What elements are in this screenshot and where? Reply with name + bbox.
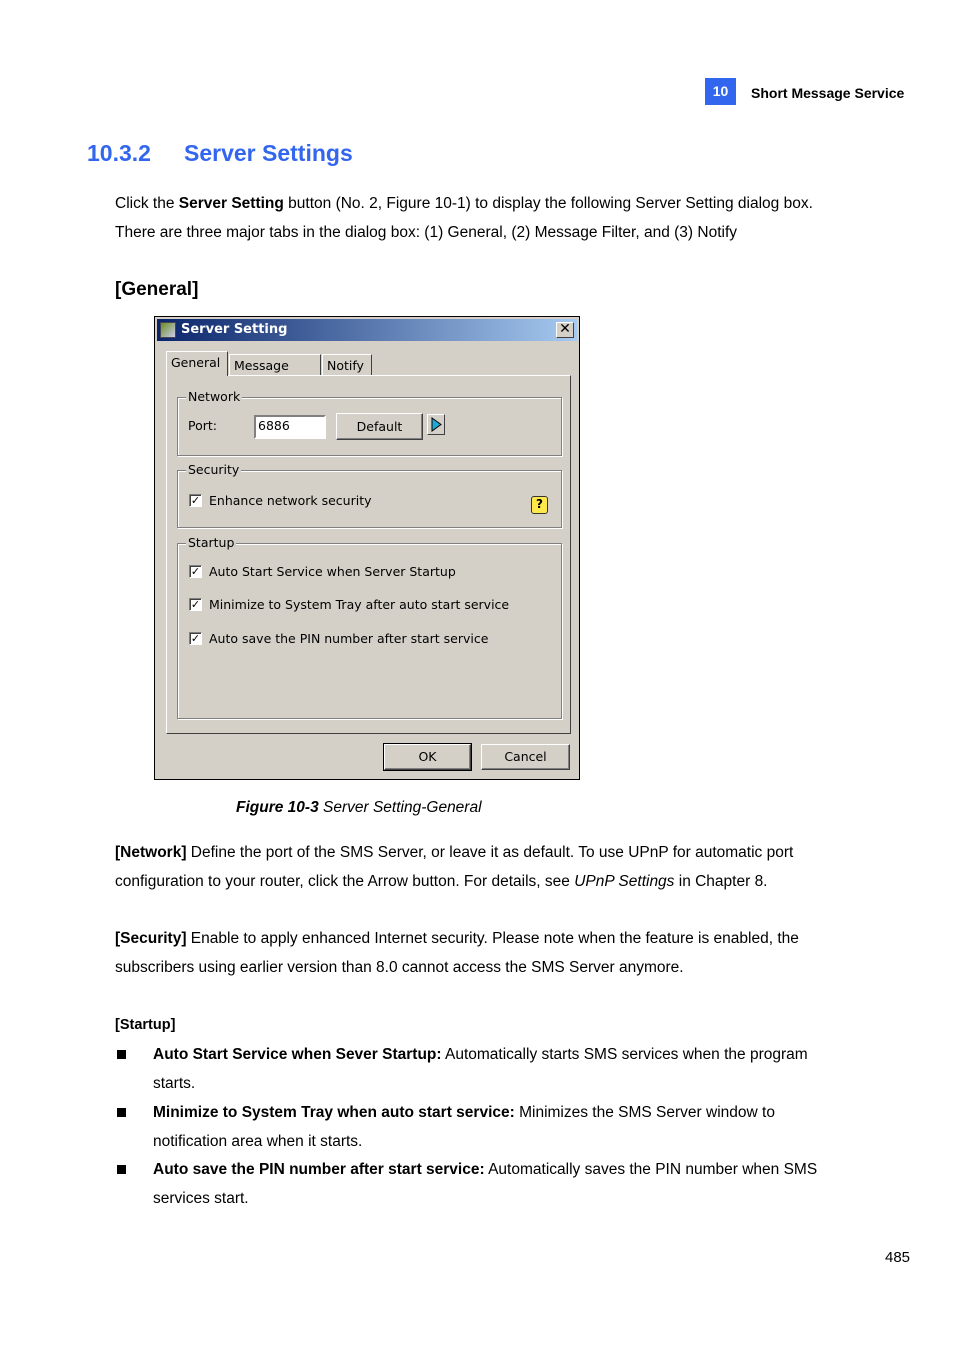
- security-group: [177, 462, 562, 528]
- upnp-settings-reference: UPnP Settings: [574, 873, 675, 890]
- bullet-bold: Auto save the PIN number after start service:: [153, 1161, 485, 1178]
- auto-start-checkbox[interactable]: ✓: [190, 565, 201, 578]
- security-legend: Security: [188, 462, 240, 477]
- bullet-item: [153, 1040, 853, 1098]
- section-number: 10.3.2: [87, 140, 151, 166]
- startup-heading: [Startup]: [115, 1017, 176, 1033]
- intro-text: Click the: [115, 195, 179, 212]
- chapter-number-badge: 10: [705, 78, 736, 105]
- startup-legend: Startup: [188, 535, 235, 550]
- cancel-button[interactable]: Cancel: [481, 744, 570, 770]
- enhance-security-checkbox[interactable]: ✓: [190, 494, 201, 507]
- bullet-text-line2: starts.: [153, 1075, 196, 1092]
- security-para-text: Enable to apply enhanced Internet security. Please note when the feature is enabled, the: [186, 930, 799, 947]
- help-icon[interactable]: ?: [531, 496, 548, 514]
- figure-caption-label: Figure 10-3: [236, 799, 319, 816]
- network-para-text3: in Chapter 8.: [674, 873, 768, 890]
- bullet-bold: Auto Start Service when Sever Startup:: [153, 1046, 442, 1063]
- tab-notify[interactable]: Notify: [322, 354, 372, 376]
- ok-button[interactable]: OK: [384, 744, 471, 770]
- tab-message-filter[interactable]: Message: [229, 354, 321, 376]
- network-group: [177, 389, 562, 456]
- auto-start-label: Auto Start Service when Server Startup: [209, 564, 456, 579]
- security-para-text2: subscribers using earlier version than 8.0 cannot access the SMS Server anymore.: [115, 959, 684, 976]
- port-input[interactable]: 6886: [254, 415, 326, 439]
- bullet-text-line2: notification area when it starts.: [153, 1133, 363, 1150]
- close-icon[interactable]: ✕: [556, 322, 574, 338]
- bullet-marker: [117, 1108, 126, 1117]
- bullet-text-line2: services start.: [153, 1190, 249, 1207]
- intro-text: button (No. 2, Figure 10-1) to display the following Server Setting dialog box.: [283, 195, 813, 212]
- bullet-text: Automatically saves the PIN number when SMS: [484, 1161, 818, 1178]
- network-para-text2: configuration to your router, click the Arrow button. For details, see: [115, 873, 575, 890]
- network-para-label: [Network]: [115, 844, 187, 861]
- enhance-security-label: Enhance network security: [209, 493, 372, 508]
- default-button[interactable]: Default: [336, 413, 423, 440]
- figure-caption-text: Server Setting-General: [318, 799, 482, 816]
- security-para-label: [Security]: [115, 930, 187, 947]
- section-title: [87, 140, 353, 167]
- dialog-title: Server Setting: [181, 322, 288, 337]
- server-setting-dialog: [154, 316, 580, 780]
- bullet-marker: [117, 1165, 126, 1174]
- intro-text-line2: There are three major tabs in the dialog box: (1) General, (2) Message Filter, and (3) Notify: [115, 224, 738, 241]
- port-label: Port:: [188, 418, 217, 433]
- intro-paragraph: [115, 189, 875, 247]
- intro-bold: Server Setting: [178, 195, 284, 212]
- chapter-title: Short Message Service: [751, 85, 905, 101]
- security-paragraph: [115, 924, 875, 982]
- bullet-marker: [117, 1050, 126, 1059]
- startup-group: [177, 535, 562, 719]
- network-paragraph: [115, 838, 875, 896]
- network-para-text: Define the port of the SMS Server, or leave it as default. To use UPnP for automatic port: [186, 844, 794, 861]
- section-title-text: Server Settings: [184, 140, 353, 166]
- bullet-text: Automatically starts SMS services when the program: [441, 1046, 808, 1063]
- figure-caption: [236, 799, 482, 817]
- network-legend: Network: [188, 389, 241, 404]
- bullet-item: [153, 1155, 853, 1213]
- page-number: 485: [885, 1249, 911, 1266]
- bullet-text: Minimizes the SMS Server window to: [514, 1104, 775, 1121]
- minimize-tray-label: Minimize to System Tray after auto start service: [209, 597, 510, 612]
- minimize-tray-checkbox[interactable]: ✓: [190, 598, 201, 611]
- bullet-bold: Minimize to System Tray when auto start service:: [153, 1104, 515, 1121]
- dialog-title-bar: [157, 319, 577, 341]
- auto-save-pin-checkbox[interactable]: ✓: [190, 632, 201, 645]
- app-icon: [160, 322, 176, 338]
- bullet-item: [153, 1098, 853, 1156]
- auto-save-pin-label: Auto save the PIN number after start service: [209, 631, 489, 646]
- general-tab-panel: [166, 375, 571, 734]
- arrow-right-icon: [428, 415, 444, 434]
- general-heading: [General]: [115, 279, 199, 300]
- tab-general[interactable]: General: [166, 351, 228, 376]
- upnp-arrow-button[interactable]: [427, 414, 445, 435]
